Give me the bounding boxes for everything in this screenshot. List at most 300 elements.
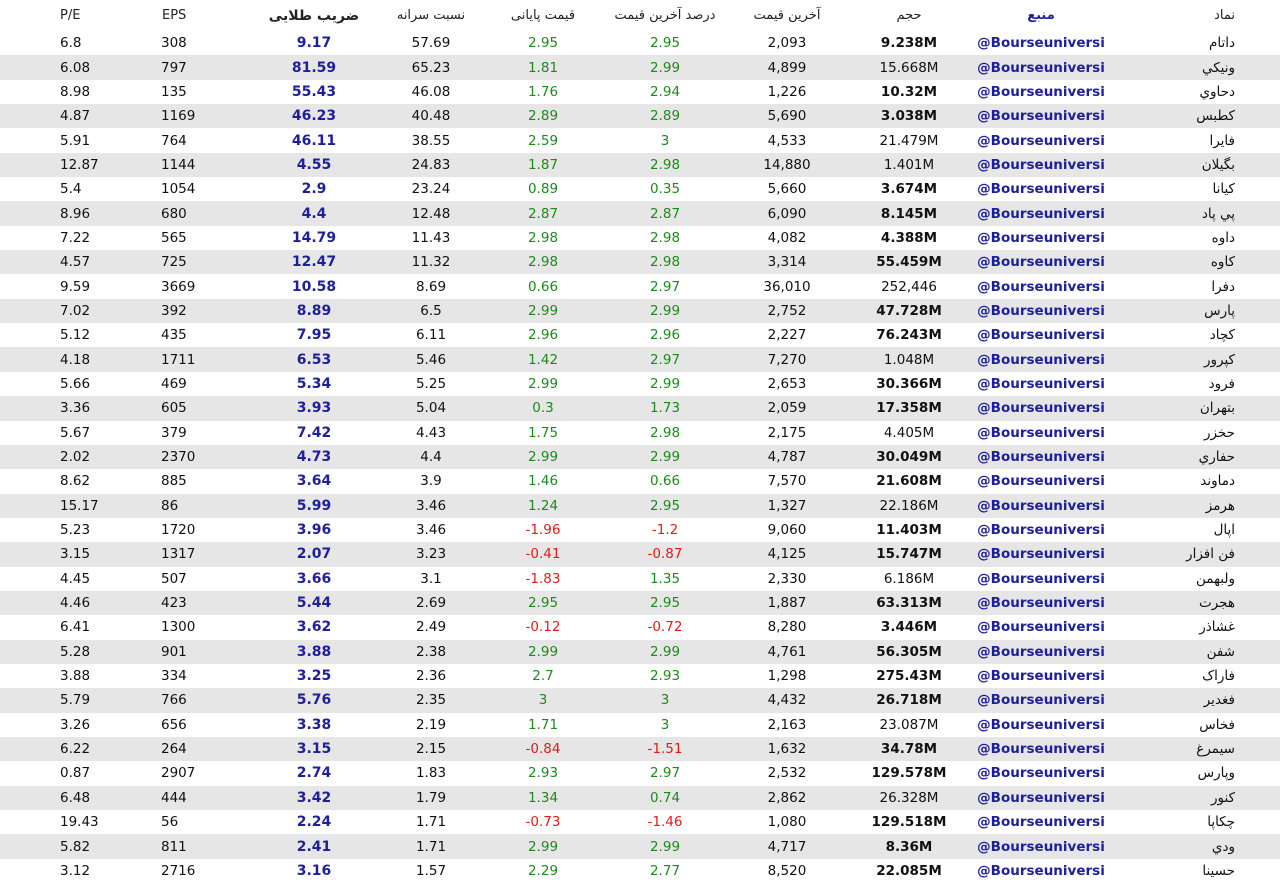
cell-symbol[interactable]: فاراک [1202, 668, 1235, 685]
cell-source-link[interactable]: @Bourseuniversi [977, 83, 1105, 100]
cell-symbol[interactable]: بتهران [1107, 396, 1280, 420]
cell-symbol[interactable]: اپال [1213, 522, 1235, 539]
table-row[interactable] [0, 518, 1280, 542]
cell-pe: 4.18 [0, 347, 161, 371]
cell-last-price-pct: 2.99 [599, 299, 731, 323]
cell-gold-ratio: 46.23 [253, 104, 375, 128]
cell-pe: 5.28 [0, 640, 161, 664]
cell-close-price-pct: 2.99 [487, 834, 599, 858]
cell-source-link[interactable]: @Bourseuniversi [975, 542, 1107, 566]
cell-last-price: 2,227 [767, 327, 807, 344]
cell-gold-ratio: 3.96 [296, 522, 332, 539]
table-row[interactable] [0, 55, 1280, 79]
cell-close-price-pct: 2.95 [527, 35, 559, 52]
cell-last-price-pct: -1.2 [651, 522, 679, 539]
cell-per-capita-ratio: 2.69 [375, 591, 487, 615]
cell-symbol[interactable]: فخاس [1199, 716, 1235, 733]
cell-eps: 135 [161, 83, 187, 100]
cell-close-price-pct: 2.59 [527, 132, 559, 149]
cell-source-link[interactable]: @Bourseuniversi [975, 494, 1107, 518]
cell-pe: 5.67 [60, 424, 91, 441]
header-volume[interactable]: حجم [843, 0, 975, 31]
header-close-price-pct[interactable]: قیمت پایانی [487, 0, 599, 31]
cell-eps: 1054 [161, 181, 196, 198]
cell-volume: 34.78M [843, 737, 975, 761]
cell-source-link[interactable]: @Bourseuniversi [975, 688, 1107, 712]
table-row[interactable] [0, 542, 1280, 566]
cell-source-link[interactable]: @Bourseuniversi [977, 375, 1105, 392]
cell-last-price-pct: -0.87 [599, 542, 731, 566]
cell-last-price: 4,432 [731, 688, 843, 712]
cell-per-capita-ratio: 2.15 [375, 737, 487, 761]
cell-gold-ratio: 6.53 [253, 347, 375, 371]
cell-close-price-pct: 1.42 [487, 347, 599, 371]
cell-gold-ratio: 2.24 [296, 814, 332, 831]
table-row[interactable] [0, 250, 1280, 274]
cell-last-price: 9,060 [767, 522, 807, 539]
header-symbol[interactable]: نماد [1107, 0, 1280, 31]
cell-source-link[interactable]: @Bourseuniversi [975, 104, 1107, 128]
table-row[interactable] [0, 177, 1280, 201]
cell-symbol[interactable]: وپارس [1197, 765, 1235, 782]
cell-per-capita-ratio: 1.71 [415, 814, 447, 831]
cell-last-price: 4,761 [731, 640, 843, 664]
cell-last-price: 5,690 [731, 104, 843, 128]
cell-source-link[interactable]: @Bourseuniversi [977, 619, 1105, 636]
cell-source-link[interactable]: @Bourseuniversi [977, 424, 1105, 441]
cell-gold-ratio: 3.15 [253, 737, 375, 761]
header-per-capita-ratio[interactable]: نسبت سرانه [375, 0, 487, 31]
table-row[interactable] [0, 761, 1280, 785]
cell-per-capita-ratio: 3.23 [375, 542, 487, 566]
cell-gold-ratio: 55.43 [291, 83, 337, 100]
cell-close-price-pct: 2.95 [487, 591, 599, 615]
cell-pe: 19.43 [60, 814, 99, 831]
cell-gold-ratio: 46.11 [291, 132, 337, 149]
table-row[interactable] [0, 640, 1280, 664]
cell-source-link[interactable]: @Bourseuniversi [975, 591, 1107, 615]
cell-eps: 379 [161, 424, 187, 441]
table-row[interactable] [0, 299, 1280, 323]
cell-close-price-pct: 2.99 [487, 299, 599, 323]
cell-per-capita-ratio: 3.46 [375, 494, 487, 518]
table-row[interactable] [0, 128, 1280, 152]
cell-symbol[interactable]: چکاپا [1207, 814, 1235, 831]
cell-source-link[interactable]: @Bourseuniversi [975, 445, 1107, 469]
cell-source-link[interactable]: @Bourseuniversi [977, 132, 1105, 149]
cell-volume: 30.049M [843, 445, 975, 469]
cell-per-capita-ratio: 6.5 [375, 299, 487, 323]
cell-source-link[interactable]: @Bourseuniversi [975, 640, 1107, 664]
cell-volume: 8.36M [843, 834, 975, 858]
header-eps[interactable]: EPS [161, 0, 253, 31]
cell-source-link[interactable]: @Bourseuniversi [977, 181, 1105, 198]
cell-pe: 12.87 [0, 153, 161, 177]
cell-source-link[interactable]: @Bourseuniversi [977, 278, 1105, 295]
cell-last-price-pct: 2.99 [599, 55, 731, 79]
header-gold-ratio[interactable]: ضریب طلایی [253, 0, 375, 31]
cell-last-price-pct: 2.98 [599, 153, 731, 177]
cell-volume: 11.403M [876, 522, 942, 539]
table-row[interactable] [0, 786, 1280, 810]
cell-last-price: 5,660 [767, 181, 807, 198]
table-row[interactable] [0, 323, 1280, 347]
cell-symbol[interactable]: هجرت [1107, 591, 1280, 615]
cell-volume: 3.038M [843, 104, 975, 128]
cell-last-price-pct: 2.95 [649, 35, 681, 52]
cell-source-link[interactable]: @Bourseuniversi [975, 396, 1107, 420]
table-row[interactable] [0, 713, 1280, 737]
header-pe[interactable]: P/E [0, 0, 161, 31]
cell-eps: 3669 [161, 278, 196, 295]
cell-close-price-pct: -1.83 [525, 570, 561, 587]
cell-source-link[interactable]: @Bourseuniversi [977, 229, 1105, 246]
cell-last-price: 1,226 [767, 83, 807, 100]
table-row[interactable] [0, 834, 1280, 858]
cell-per-capita-ratio: 3.9 [420, 473, 442, 490]
cell-gold-ratio: 2.74 [296, 765, 332, 782]
cell-close-price-pct: 1.24 [487, 494, 599, 518]
cell-eps: 680 [161, 201, 253, 225]
cell-symbol[interactable]: ولبهمن [1195, 570, 1235, 587]
cell-close-price-pct: 2.98 [527, 229, 559, 246]
cell-source-link[interactable]: @Bourseuniversi [975, 834, 1107, 858]
cell-eps: 565 [161, 229, 187, 246]
cell-volume: 56.305M [843, 640, 975, 664]
cell-symbol[interactable]: حخزر [1203, 424, 1235, 441]
table-row[interactable] [0, 421, 1280, 445]
cell-volume: 21.608M [876, 473, 942, 490]
cell-last-price: 36,010 [763, 278, 811, 295]
cell-symbol[interactable]: کاوه [1107, 250, 1280, 274]
cell-pe: 3.88 [60, 668, 91, 685]
cell-pe: 5.66 [60, 375, 91, 392]
cell-symbol[interactable]: پارس [1107, 299, 1280, 323]
cell-volume: 275.43M [876, 668, 942, 685]
cell-gold-ratio: 10.58 [291, 278, 337, 295]
cell-pe: 5.82 [0, 834, 161, 858]
cell-per-capita-ratio: 3.1 [420, 570, 442, 587]
cell-last-price-pct: 2.87 [599, 201, 731, 225]
cell-per-capita-ratio: 2.36 [415, 668, 447, 685]
cell-pe: 8.98 [60, 83, 91, 100]
table-row[interactable] [0, 372, 1280, 396]
cell-close-price-pct: 2.99 [487, 445, 599, 469]
header-last-price[interactable]: آخرین قیمت [731, 0, 843, 31]
cell-eps: 56 [161, 814, 179, 831]
cell-close-price-pct: 3 [487, 688, 599, 712]
cell-gold-ratio: 3.25 [296, 668, 332, 685]
table-row[interactable] [0, 591, 1280, 615]
cell-volume: 30.366M [876, 375, 942, 392]
cell-symbol[interactable]: فغدير [1107, 688, 1280, 712]
cell-symbol[interactable]: کپرور [1107, 347, 1280, 371]
cell-symbol[interactable]: غشاذر [1199, 619, 1235, 636]
cell-volume: 8.145M [843, 201, 975, 225]
cell-symbol[interactable]: داتام [1209, 35, 1235, 52]
cell-gold-ratio: 5.99 [253, 494, 375, 518]
table-row[interactable] [0, 274, 1280, 298]
cell-gold-ratio: 7.95 [296, 327, 332, 344]
cell-last-price-pct: 2.96 [649, 327, 681, 344]
cell-gold-ratio: 2.9 [301, 181, 327, 198]
cell-source-link[interactable]: @Bourseuniversi [977, 473, 1105, 490]
cell-close-price-pct: -1.96 [525, 522, 561, 539]
cell-volume: 22.186M [843, 494, 975, 518]
cell-volume: 15.668M [843, 55, 975, 79]
cell-eps: 1720 [161, 522, 196, 539]
cell-gold-ratio: 8.89 [253, 299, 375, 323]
cell-symbol[interactable]: دفرا [1211, 278, 1235, 295]
cell-last-price-pct: 2.99 [599, 445, 731, 469]
cell-gold-ratio: 3.16 [296, 862, 332, 879]
cell-last-price: 1,887 [731, 591, 843, 615]
cell-pe: 4.45 [60, 570, 91, 587]
cell-pe: 5.4 [60, 181, 82, 198]
cell-last-price-pct: 2.98 [649, 424, 681, 441]
table-row[interactable] [0, 469, 1280, 493]
table-row[interactable] [0, 737, 1280, 761]
cell-per-capita-ratio: 4.43 [415, 424, 447, 441]
cell-eps: 2716 [161, 862, 196, 879]
cell-volume: 26.328M [843, 786, 975, 810]
cell-close-price-pct: -0.12 [525, 619, 561, 636]
cell-source-link[interactable]: @Bourseuniversi [977, 765, 1105, 782]
cell-source-link[interactable]: @Bourseuniversi [977, 570, 1105, 587]
cell-eps: 507 [161, 570, 187, 587]
cell-per-capita-ratio: 2.49 [415, 619, 447, 636]
cell-gold-ratio: 3.42 [253, 786, 375, 810]
cell-last-price-pct: 0.35 [649, 181, 681, 198]
cell-close-price-pct: 2.98 [487, 250, 599, 274]
cell-close-price-pct: 1.71 [527, 716, 559, 733]
cell-close-price-pct: -0.41 [487, 542, 599, 566]
cell-per-capita-ratio: 1.71 [375, 834, 487, 858]
cell-source-link[interactable]: @Bourseuniversi [975, 347, 1107, 371]
cell-gold-ratio: 3.88 [253, 640, 375, 664]
cell-last-price: 4,125 [731, 542, 843, 566]
cell-source-link[interactable]: @Bourseuniversi [975, 250, 1107, 274]
table-row[interactable] [0, 104, 1280, 128]
cell-per-capita-ratio: 5.04 [375, 396, 487, 420]
cell-volume: 252,446 [881, 278, 937, 295]
cell-source-link[interactable]: @Bourseuniversi [975, 55, 1107, 79]
table-row[interactable] [0, 80, 1280, 104]
cell-last-price: 2,532 [767, 765, 807, 782]
cell-eps: 2370 [161, 445, 253, 469]
cell-last-price-pct: 1.35 [649, 570, 681, 587]
cell-close-price-pct: 2.29 [527, 862, 559, 879]
cell-volume: 4.405M [883, 424, 935, 441]
cell-close-price-pct: 0.66 [527, 278, 559, 295]
table-row[interactable] [0, 347, 1280, 371]
cell-symbol[interactable]: فرود [1208, 375, 1235, 392]
cell-pe: 5.91 [60, 132, 91, 149]
cell-last-price-pct: 3 [660, 716, 670, 733]
cell-gold-ratio: 3.62 [296, 619, 332, 636]
cell-source-link[interactable]: @Bourseuniversi [975, 299, 1107, 323]
cell-last-price: 7,270 [731, 347, 843, 371]
table-row[interactable] [0, 664, 1280, 688]
cell-last-price-pct: 2.98 [649, 229, 681, 246]
cell-symbol[interactable]: دحاوي [1199, 83, 1235, 100]
cell-gold-ratio: 5.34 [296, 375, 332, 392]
cell-eps: 392 [161, 299, 253, 323]
header-source[interactable]: منبع [975, 0, 1107, 31]
cell-gold-ratio: 9.17 [296, 35, 332, 52]
cell-last-price: 4,899 [731, 55, 843, 79]
cell-source-link[interactable]: @Bourseuniversi [975, 786, 1107, 810]
cell-eps: 725 [161, 250, 253, 274]
cell-close-price-pct: 0.3 [487, 396, 599, 420]
cell-symbol[interactable]: فن افزار [1107, 542, 1280, 566]
cell-per-capita-ratio: 11.43 [411, 229, 451, 246]
cell-gold-ratio: 3.93 [253, 396, 375, 420]
cell-close-price-pct: 2.99 [487, 640, 599, 664]
cell-symbol[interactable]: پي پاد [1107, 201, 1280, 225]
cell-source-link[interactable]: @Bourseuniversi [975, 737, 1107, 761]
cell-gold-ratio: 81.59 [253, 55, 375, 79]
cell-source-link[interactable]: @Bourseuniversi [977, 35, 1105, 52]
cell-source-link[interactable]: @Bourseuniversi [977, 668, 1105, 685]
cell-volume: 129.518M [871, 814, 947, 831]
cell-symbol[interactable]: فايرا [1209, 132, 1235, 149]
table-row[interactable] [0, 31, 1280, 55]
cell-eps: 811 [161, 834, 253, 858]
cell-gold-ratio: 3.38 [296, 716, 332, 733]
table-row[interactable] [0, 494, 1280, 518]
cell-close-price-pct: 1.46 [527, 473, 559, 490]
cell-eps: 2907 [161, 765, 196, 782]
cell-pe: 0.87 [60, 765, 91, 782]
cell-last-price-pct: 1.73 [599, 396, 731, 420]
cell-pe: 4.87 [0, 104, 161, 128]
cell-volume: 6.186M [883, 570, 935, 587]
cell-eps: 797 [161, 55, 253, 79]
cell-pe: 3.36 [0, 396, 161, 420]
cell-source-link[interactable]: @Bourseuniversi [977, 814, 1105, 831]
cell-eps: 423 [161, 591, 253, 615]
cell-last-price: 7,570 [767, 473, 807, 490]
cell-per-capita-ratio: 5.46 [375, 347, 487, 371]
cell-eps: 435 [161, 327, 187, 344]
cell-volume: 9.238M [880, 35, 938, 52]
cell-eps: 1711 [161, 347, 253, 371]
cell-last-price: 6,090 [731, 201, 843, 225]
cell-last-price-pct: 2.95 [599, 591, 731, 615]
cell-pe: 15.17 [0, 494, 161, 518]
cell-pe: 5.79 [0, 688, 161, 712]
table-row[interactable] [0, 859, 1280, 883]
cell-per-capita-ratio: 1.83 [415, 765, 447, 782]
cell-volume: 129.578M [871, 765, 947, 782]
cell-symbol[interactable]: ودي [1107, 834, 1280, 858]
cell-last-price-pct: 2.98 [599, 250, 731, 274]
cell-symbol[interactable]: کيانا [1212, 181, 1235, 198]
cell-pe: 7.02 [0, 299, 161, 323]
cell-eps: 885 [161, 473, 187, 490]
cell-per-capita-ratio: 8.69 [415, 278, 447, 295]
cell-last-price-pct: 0.66 [649, 473, 681, 490]
cell-last-price-pct: 2.97 [599, 347, 731, 371]
table-row[interactable] [0, 201, 1280, 225]
cell-symbol[interactable]: دماوند [1200, 473, 1235, 490]
cell-pe: 2.02 [0, 445, 161, 469]
cell-eps: 764 [161, 132, 187, 149]
header-last-price-pct[interactable]: درصد آخرین قیمت [599, 0, 731, 31]
cell-volume: 55.459M [843, 250, 975, 274]
cell-gold-ratio: 5.76 [253, 688, 375, 712]
table-row[interactable] [0, 396, 1280, 420]
cell-gold-ratio: 4.55 [253, 153, 375, 177]
cell-eps: 308 [161, 35, 187, 52]
cell-eps: 1169 [161, 104, 253, 128]
cell-symbol[interactable]: کطبس [1107, 104, 1280, 128]
cell-per-capita-ratio: 2.35 [375, 688, 487, 712]
table-row[interactable] [0, 567, 1280, 591]
cell-symbol[interactable]: ونیکي [1107, 55, 1280, 79]
cell-symbol[interactable]: کنور [1107, 786, 1280, 810]
cell-symbol[interactable]: حفاري [1107, 445, 1280, 469]
cell-source-link[interactable]: @Bourseuniversi [975, 201, 1107, 225]
cell-per-capita-ratio: 65.23 [375, 55, 487, 79]
cell-volume: 23.087M [879, 716, 939, 733]
cell-pe: 3.26 [60, 716, 91, 733]
cell-source-link[interactable]: @Bourseuniversi [977, 522, 1105, 539]
cell-last-price-pct: 2.99 [649, 375, 681, 392]
cell-last-price: 2,175 [767, 424, 807, 441]
cell-close-price-pct: 1.76 [527, 83, 559, 100]
cell-pe: 6.48 [0, 786, 161, 810]
cell-per-capita-ratio: 2.38 [375, 640, 487, 664]
cell-symbol[interactable]: حسينا [1202, 862, 1235, 879]
table-row[interactable] [0, 688, 1280, 712]
table-row[interactable] [0, 810, 1280, 834]
cell-gold-ratio: 4.4 [253, 201, 375, 225]
cell-source-link[interactable]: @Bourseuniversi [977, 716, 1105, 733]
cell-symbol[interactable]: بگيلان [1107, 153, 1280, 177]
header-row [0, 0, 1280, 31]
cell-volume: 47.728M [843, 299, 975, 323]
table-row[interactable] [0, 226, 1280, 250]
cell-per-capita-ratio: 3.46 [415, 522, 447, 539]
table-row[interactable] [0, 445, 1280, 469]
cell-source-link[interactable]: @Bourseuniversi [975, 153, 1107, 177]
cell-symbol[interactable]: هرمز [1107, 494, 1280, 518]
cell-last-price: 8,520 [767, 862, 807, 879]
cell-eps: 901 [161, 640, 253, 664]
cell-symbol[interactable]: داوه [1211, 229, 1235, 246]
cell-source-link[interactable]: @Bourseuniversi [977, 327, 1105, 344]
cell-source-link[interactable]: @Bourseuniversi [977, 862, 1105, 879]
cell-pe: 7.22 [60, 229, 91, 246]
cell-last-price: 14,880 [731, 153, 843, 177]
cell-per-capita-ratio: 24.83 [375, 153, 487, 177]
table-row[interactable] [0, 615, 1280, 639]
cell-last-price-pct: -0.72 [647, 619, 683, 636]
cell-eps: 1317 [161, 542, 253, 566]
cell-last-price-pct: 2.77 [649, 862, 681, 879]
cell-symbol[interactable]: سيمرغ [1107, 737, 1280, 761]
cell-symbol[interactable]: شفن [1107, 640, 1280, 664]
cell-per-capita-ratio: 11.32 [375, 250, 487, 274]
cell-eps: 334 [161, 668, 187, 685]
cell-close-price-pct: 1.75 [527, 424, 559, 441]
cell-last-price-pct: 3 [660, 132, 670, 149]
cell-symbol[interactable]: کچاد [1209, 327, 1235, 344]
cell-gold-ratio: 12.47 [253, 250, 375, 274]
table-row[interactable] [0, 153, 1280, 177]
